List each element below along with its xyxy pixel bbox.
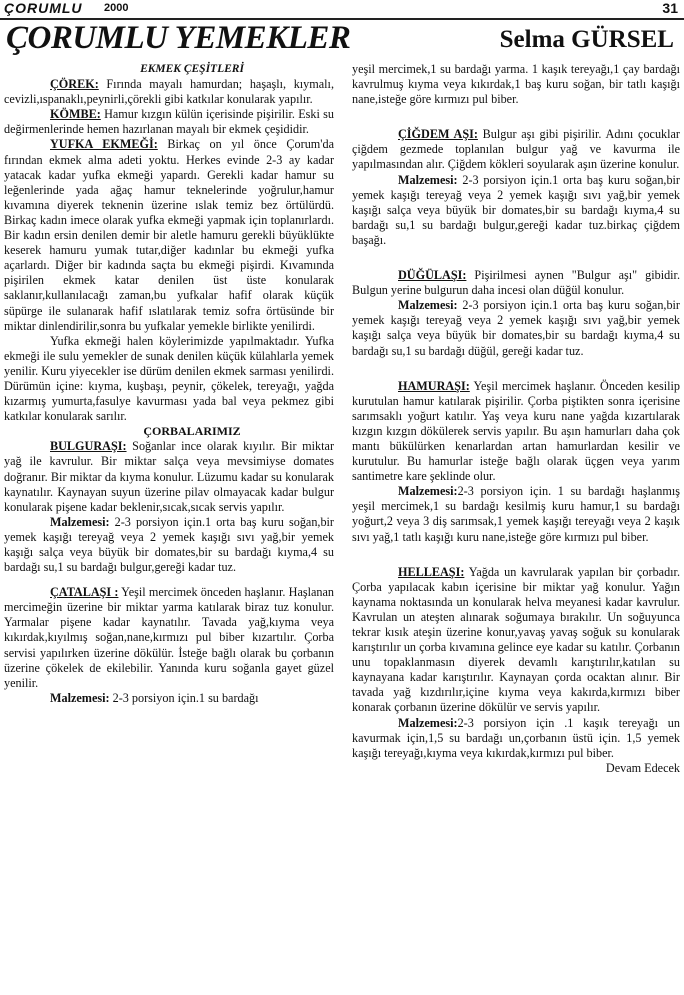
yufka-paragraph-2: Yufka ekmeği halen köylerimizde yapılmaktadır. Yufka ekmeği ile sulu yemekler de sunak denilen küçük külahlarla yemek yenilir. Kuru yiyecekler ise dürüm denilen ekmek sarması yenilirdi. Dürümün içine: kıyma, kuşbaşı, peynir, çökelek, tereyağı, yağda kızarmış yumurta,fasulye kavurması yada bal veya pekmez gibi katkılar konularak sarılır. <box>4 333 334 424</box>
cigdem-text: Bulgur aşı gibi pişirilir. Adını çocuklar çiğdem gezmede toplanılan bulgur yağ ve kavurma ile yapılmasından alır. Çiğdem kökleri soyularak aşın üzerine konulur. <box>352 127 680 172</box>
dugulasi-text: Pişirilmesi aynen "Bulgur aşı" gibidir. Bulgun yerine bulgurun daha incesi olan düğül konulur. <box>352 268 680 298</box>
hellesi-ingredients <box>352 716 680 761</box>
catalasi-ingredients-text: 2-3 porsiyon için.1 su bardağı <box>109 690 259 705</box>
kombe-paragraph <box>4 107 334 137</box>
catalasi-ingredients-label: Malzemesi: <box>50 690 110 705</box>
dugulasi-paragraph <box>352 268 680 298</box>
left-column <box>4 62 334 706</box>
yufka-heading: YUFKA EKMEĞİ: <box>50 137 158 152</box>
issue-year: 2000 <box>104 2 129 14</box>
hamurasi-ingredients-text: 2-3 porsiyon için. 1 su bardağı haşlanmış yeşil mercimek,1 su bardağı kesilmiş kuru hamur,1 su bardağı yoğurt,2 veya 3 diş sarımsak,1 yemek kaşığı tereyağı veya 2 kaşık sıvı yağ,1 tatlı kaşığı kuru nane,isteğe göre kırmızı pul biber. <box>352 484 680 544</box>
bread-section-heading: EKMEK ÇEŞİTLERİ <box>140 63 244 75</box>
masthead <box>0 0 684 20</box>
hamurasi-text: Yeşil mercimek haşlanır. Önceden kesilip kurutulan hamur katılarak pişirilir. Çorba piştikten sonra içerisine sarımsaklı yoğurt katılır. Yaş veya kuru nane yağda kızartılarak kızgın kızgın dökülerek servis yapılır. Bu aşın hamurları daha çok mantı bükülürken kenarlardan artan hamurlardan kesilir ve kurutulur. Bu hamurlar isteğe bağlı olarak üçgen veya yarım santimetre kare şeklinde olur. <box>352 378 680 484</box>
corek-heading: ÇÖREK: <box>50 77 99 92</box>
kombe-heading: KÖMBE: <box>50 107 101 122</box>
hamurasi-heading: HAMURAŞI: <box>398 378 470 393</box>
catalasi-ingredients-continued: yeşil mercimek,1 su bardağı yarma. 1 kaşık tereyağı,1 çay bardağı kavrulmuş kıyma veya kıkırdak,1 baş kuru soğan, bir tatlı kaşığı nane,isteğe göre kırmızı pul biber. <box>352 62 680 107</box>
corek-paragraph <box>4 77 334 107</box>
bulgurasi-heading: BULGURAŞI: <box>50 439 127 454</box>
hamurasi-ingredients <box>352 484 680 544</box>
page-number: 31 <box>662 0 678 16</box>
bulgurasi-ingredients-label: Malzemesi: <box>50 514 110 529</box>
continued-note: Devam Edecek <box>605 760 680 775</box>
catalasi-heading: ÇATALAŞI : <box>50 585 119 600</box>
dugulasi-ingredients-text: 2-3 porsiyon için.1 orta baş kuru soğan,bir yemek kaşığı tereyağ veya 2 yemek kaşığı sıvı yağ,bir yemek kaşığı salça veya büyük bir domates,bir su bardağı kıyma,4 su bardağı su,1 su bardağı düğül, gereği kadar tuz. <box>352 298 680 358</box>
right-column <box>352 62 680 776</box>
soups-section-heading: ÇORBALARIMIZ <box>143 424 241 439</box>
page-title: ÇORUMLU YEMEKLER <box>6 20 351 56</box>
bulgurasi-ingredients-text: 2-3 porsiyon için.1 orta baş kuru soğan,bir yemek kaşığı tereyağ veya 2 yemek kaşığı sıvı yağ,bir yemek kaşığı salça veya büyük bir domates,bir su bardağı kıyma,4 su bardağı su,1 su bardağı bulgur,gereği kadar tuz. <box>4 514 334 575</box>
author-name: Selma GÜRSEL <box>499 26 674 53</box>
dugulasi-heading: DÜĞÜLAŞI: <box>398 268 467 283</box>
hellesi-heading: HELLEAŞI: <box>398 564 465 579</box>
hellesi-paragraph <box>352 565 680 716</box>
yufka-paragraph <box>4 137 334 333</box>
bulgurasi-paragraph <box>4 439 334 514</box>
cigdem-ingredients-text: 2-3 porsiyon için.1 orta baş kuru soğan,bir yemek kaşığı tereyağ veya 2 yemek kaşığı sıvı yağ,bir yemek kaşığı salça veya büyük bir domates,bir su bardağı kıyma,4 su bardağı su,1 su bardağı bulgur,gereği kadar tuz.birkaç çiğdem başağı. <box>352 172 680 247</box>
corek-text: Fırında mayalı hamurdan; haşaşlı, kıymalı, cevizli,ıspanaklı,peynirli,çörekli gibi katkılar konularak yapılır. <box>4 77 334 107</box>
dugulasi-ingredients <box>352 298 680 358</box>
hamurasi-ingredients-label: Malzemesi: <box>398 484 458 499</box>
catalasi-ingredients <box>4 691 334 706</box>
hamurasi-paragraph <box>352 379 680 485</box>
cigdem-heading: ÇİĞDEM AŞI: <box>398 127 478 142</box>
hellesi-ingredients-text: 2-3 porsiyon için .1 kaşık tereyağı un kavurmak için,1,5 su bardağı un,çorbanın üstü için. 1,5 yemek kaşığı tereyağı,kıyma veya kıkırdak,kırmızı pul biber. <box>352 715 680 760</box>
yufka-text: Birkaç on yıl önce Çorum'da fırından ekmek alma adeti yoktu. Herkes evinde 2-3 ay kadar yatacak kadar yufka ekmeği yapardı. Gerekli kadar hamur su leğenlerinde yada ağaç hamur teknelerinde yoğrulur,hamur kıvamına diyerek teknenin üzerine ıslak temiz bez örtülürdü. Birkaç kadın imece olarak yufka ekmeği yapmak için toplanırlardı. Bir kadın ersin denilen demir bir aletle hamuru gerekli büyüklükte keserek hamuru yumak tutar,diğer kadınlar bu ekmeği yufka açarlardı. Diğer bir kadında saçta bu ekmeği pişirdi. Kıvamında pişirilen ekmek katar denilen üst üste konularak saklanır,kullanılacağı zaman,bu yufkalar hafif olarak küçük süpürge ile sulanarak hafif ıslatılarak temiz sofra örtüsünde bir miktar dinlendirilir,sonra bu yufkalar yemekle birlikte yenilirdi. <box>4 137 334 333</box>
brand-logo: ÇORUMLU <box>4 0 83 16</box>
catalasi-text: Yeşil mercimek önceden haşlanır. Haşlanan mercimeğin üzerine bir miktar yarma katılarak biraz tuz konulur. Yarmalar pişene kadar kaynatılır. Tavada yağ,kıyma veya kıkırdak,kıyılmış soğan,nane,kırmızı pul biber kızartılır. Çorba servisi yapılırken üzerine dökülür. İsteğe bağlı olarak bu çorbanın üzerine çökelek de ekilebilir. Yanında kuru soğanla gayet güzel yenilir. <box>4 585 335 690</box>
cigdem-ingredients-label: Malzemesi: <box>398 172 458 187</box>
dugulasi-ingredients-label: Malzemesi: <box>398 298 458 313</box>
bulgurasi-text: Soğanlar ince olarak kıyılır. Bir miktar yağ ile kavrulur. Bir miktar salça veya mevsimiyse domates doğranır. Bir miktar da kıyma konulur. Lüzumu kadar su konularak kaynatılır. Kaynayan suyun üzerine pilav olmayacak kadar bulgur konularak pişene kadar beklenir,sıcak,sıcak servis yapılır. <box>4 439 334 514</box>
hellesi-text: Yağda un kavrularak yapılan bir çorbadır. Çorba yapılacak kabın içerisine bir miktar yağ konulur. Yağın kaynama noktasında un konularak helva meyanesi kadar kavrulur. Kavrulan un ateşten alınarak soğumaya bırakılır. Un soğuyunca tekrar kısık ateşin üzerine konur,yavaş yavaş soğuk su konularak karıştırılır un çorba kıvamına gelince eye kadar su katılır. Çorbanın unu topaklanmasın diyerek devamlı karıştırılır,katılan su kaynayana kadar karıştırılır. Kaynayan çorda ocaktan alınır. Bir tavada yağ kızdırılır,içine kıyma veya kakırda,kırmızı biber konarak çorbanın üzerine dökülür ve servis yapılır. <box>352 564 680 715</box>
kombe-text: Hamur kızgın külün içerisinde pişirilir. Eski su değirmenlerinde hemen hazırlanan mayalı bir ekmek çeşididir. <box>4 107 334 137</box>
catalasi-paragraph <box>4 585 334 691</box>
hellesi-ingredients-label: Malzemesi: <box>398 715 458 730</box>
cigdem-paragraph <box>352 127 680 172</box>
cigdem-ingredients <box>352 173 680 248</box>
bulgurasi-ingredients <box>4 515 334 575</box>
